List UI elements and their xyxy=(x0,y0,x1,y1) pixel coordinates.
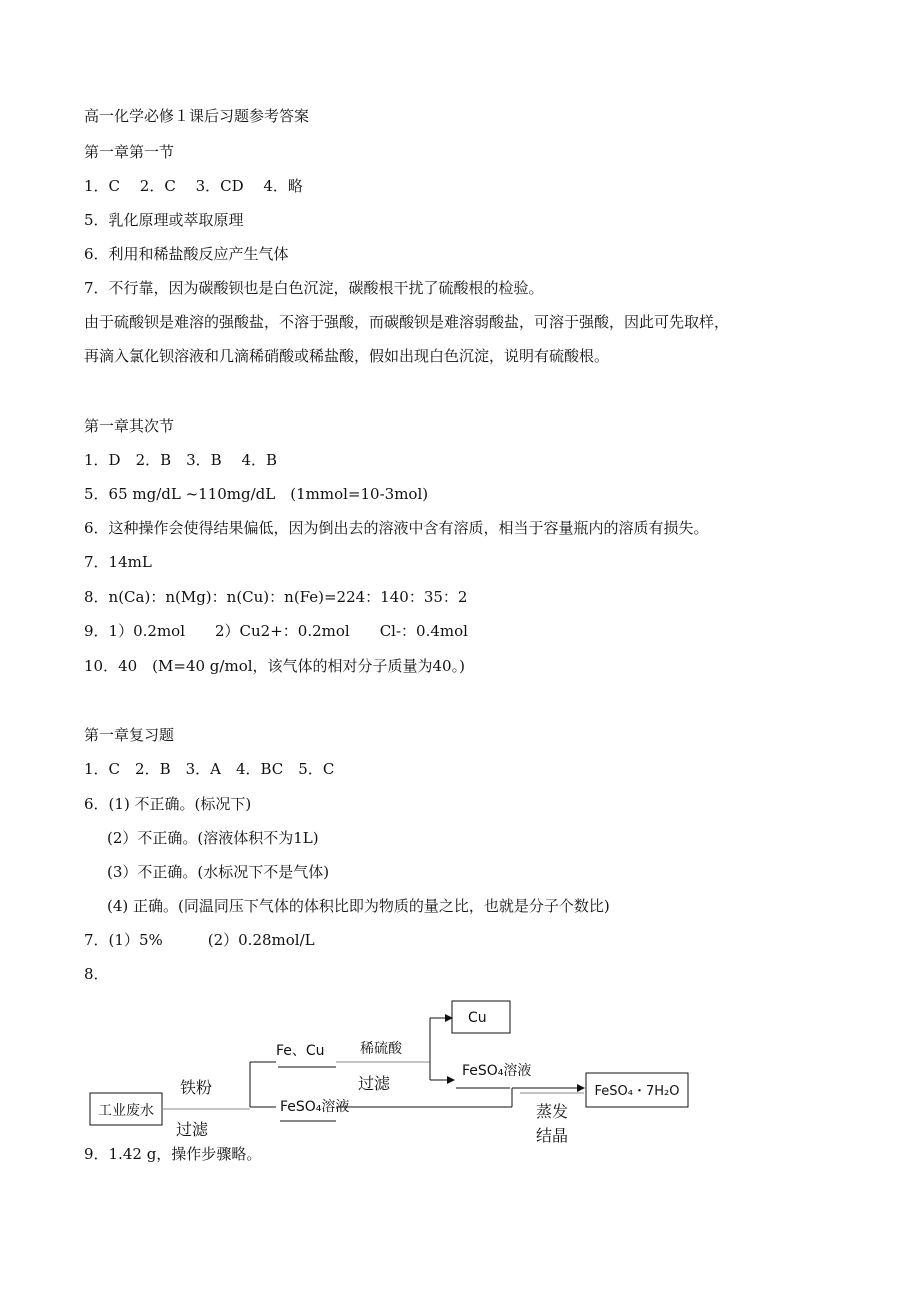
s3-answer-6-1: 6．(1) 不正确。(标况下) xyxy=(84,795,252,813)
section3-heading: 第一章复习题 xyxy=(84,726,175,744)
s2-answer-10: 10．40 (M=40 g/mol，该气体的相对分子质量为40。) xyxy=(84,657,465,675)
s1-explanation-1: 由于硫酸钡是难溶的强酸盐，不溶于强酸，而碳酸钡是难溶弱酸盐，可溶于强酸，因此可先取样， xyxy=(84,313,730,331)
reagent1-label: 铁粉 xyxy=(180,1078,213,1097)
cu-label: Cu xyxy=(468,1010,487,1026)
s1-answer-7: 7．不行靠，因为碳酸钡也是白色沉淀，碳酸根干扰了硫酸根的检验。 xyxy=(84,279,544,297)
s2-answer-1-4: 1．D 2．B 3．B 4．B xyxy=(84,451,278,469)
solution1-label: FeSO₄溶液 xyxy=(280,1099,350,1115)
reagent2-label: 稀硫酸 xyxy=(360,1041,402,1057)
s2-answer-7: 7．14mL xyxy=(84,553,152,571)
s3-answer-6-3: (3）不正确。(水标况下不是气体) xyxy=(107,863,330,881)
final-label: FeSO₄・7H₂O xyxy=(594,1084,680,1099)
s2-answer-5: 5．65 mg/dL ~110mg/dL (1mmol=10-3mol) xyxy=(84,485,429,503)
s1-answer-5: 5．乳化原理或萃取原理 xyxy=(84,211,244,229)
solid1-label: Fe、Cu xyxy=(276,1043,325,1059)
s3-answer-1-5: 1．C 2．B 3．A 4．BC 5．C xyxy=(84,760,335,778)
op3b-label: 结晶 xyxy=(536,1126,569,1145)
s1-answer-6: 6．利用和稀盐酸反应产生气体 xyxy=(84,245,289,263)
s3-answer-6-2: (2）不正确。(溶液体积不为1L) xyxy=(107,829,319,847)
op3a-label: 蒸发 xyxy=(536,1102,569,1121)
start-label: 工业废水 xyxy=(98,1103,154,1119)
section2-heading: 第一章其次节 xyxy=(84,417,175,435)
op2-label: 过滤 xyxy=(358,1074,391,1093)
solution2-label: FeSO₄溶液 xyxy=(462,1063,532,1079)
s1-explanation-2: 再滴入氯化钡溶液和几滴稀硝酸或稀盐酸，假如出现白色沉淀，说明有硫酸根。 xyxy=(84,347,610,365)
op1-label: 过滤 xyxy=(176,1120,209,1139)
s3-answer-6-4: (4) 正确。(同温同压下气体的体积比即为物质的量之比，也就是分子个数比) xyxy=(107,897,610,915)
process-flowchart xyxy=(0,985,920,1155)
s2-answer-9: 9．1）0.2mol 2）Cu2+：0.2mol Cl-：0.4mol xyxy=(84,622,468,640)
s3-answer-9: 9．1.42 g，操作步骤略。 xyxy=(84,1145,262,1163)
s2-answer-8: 8．n(Ca)：n(Mg)：n(Cu)：n(Fe)=224：140：35：2 xyxy=(84,588,468,606)
s3-answer-8: 8． xyxy=(84,965,109,983)
s2-answer-6: 6．这种操作会使得结果偏低，因为倒出去的溶液中含有溶质，相当于容量瓶内的溶质有损失。 xyxy=(84,519,709,537)
page-title: 高一化学必修１课后习题参考答案 xyxy=(84,107,310,125)
section1-heading: 第一章第一节 xyxy=(84,143,175,161)
s1-answer-1-4: 1．C 2．C 3．CD 4．略 xyxy=(84,177,303,195)
s3-answer-7: 7．(1）5% (2）0.28mol/L xyxy=(84,931,315,949)
